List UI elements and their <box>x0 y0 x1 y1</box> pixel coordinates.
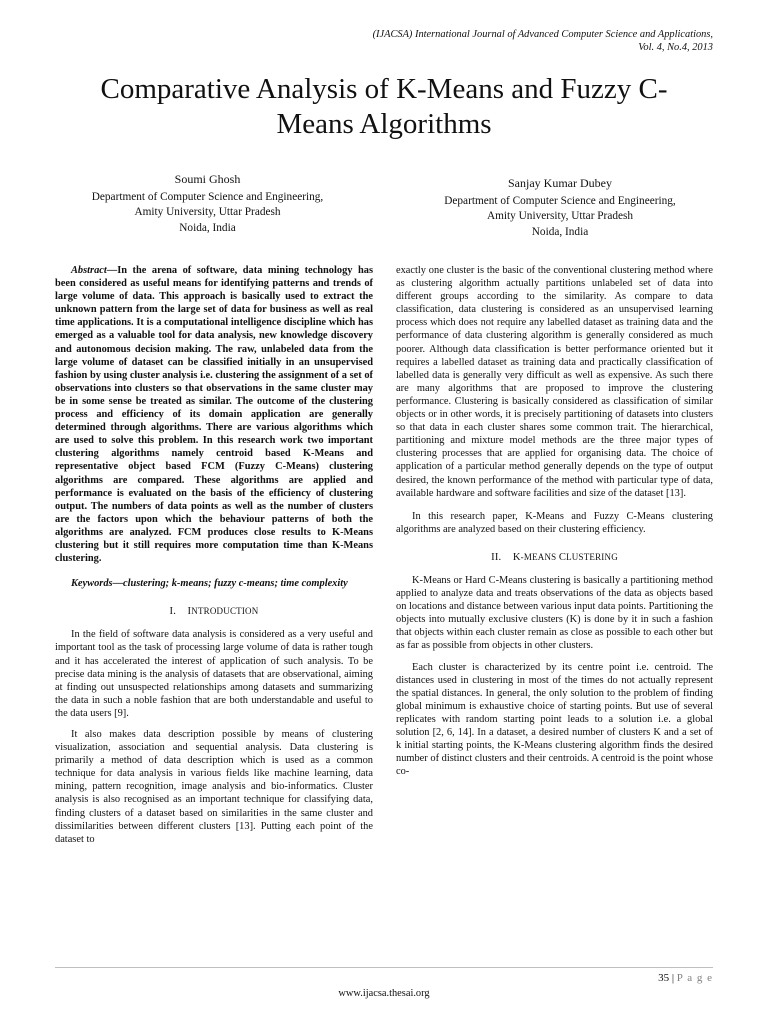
section-title-part: -MEANS <box>520 551 559 562</box>
journal-url: www.ijacsa.thesai.org <box>338 988 430 999</box>
author-block-2 <box>410 176 710 240</box>
section-heading-introduction <box>55 605 373 618</box>
section-initial-2: C <box>558 551 567 563</box>
paper-title-line-1: Comparative Analysis of K-Means and Fuzzy C- <box>100 73 668 105</box>
author-block-1 <box>60 172 355 236</box>
section-number: II. <box>491 551 502 563</box>
section-initial: I <box>187 606 192 618</box>
intro-continuation-paragraph: exactly one cluster is the basic of the conventional clustering method where as clustering algorithm actually partitions unlabeled set of data into different groups according to the similarity. As compare to data classification, data clustering is considered as an unsupervised learning process which does not require any labelled dataset as training data and the performance of data clustering algorithm is generally considered as much poorer. Although data classification is better performance oriented but it requires a labelled dataset as training data and practically classification of labelled data is generally very difficult as well as expensive. As such there are many algorithms that are proposed to improve the clustering performance. Clustering is basically considered as classification of similar objects or in other words, it is precisely partitioning of datasets into clusters so that data in each cluster shares some common trait. The hierarchical, partitioning and mixture model methods are the three major types of clustering processes that are applied for organising data. The choice of application of a particular method generally depends on the type of output desired, the known performance of the method with particular type of data, available hardware and software facilities and size of the dataset [13]. <box>396 265 713 499</box>
intro-paragraph-2: It also makes data description possible by means of clustering visualization, association and sequential analysis. Data clustering is primarily a method of data description which is used as a common technique for data analysis in various fields like machine learning, data mining, pattern recognition, image analysis and bio-informatics. Cluster analysis is also recognised as an important technique for classifying data, finding clusters of a dataset based on similarities in the same cluster and dissimilarities between different clusters [13]. Putting each point of the dataset to <box>55 729 373 845</box>
author-department: Department of Computer Science and Engineering, <box>91 190 324 203</box>
author-university: Amity University, Uttar Pradesh <box>486 210 634 222</box>
section-number: I. <box>169 606 177 618</box>
left-column <box>55 264 373 854</box>
keywords: Keywords—clustering; k-means; fuzzy c-means; time complexity <box>71 578 348 590</box>
journal-header <box>213 28 713 54</box>
paper-title-line-2: Means Algorithms <box>276 108 492 140</box>
author-name: Soumi Ghosh <box>174 172 241 186</box>
section-title: NTRODUCTION <box>191 606 259 617</box>
author-department: Department of Computer Science and Engineering, <box>444 194 676 207</box>
journal-volume: Vol. 4, No.4, 2013 <box>638 42 713 53</box>
page-word: P a g e <box>676 972 713 984</box>
section-initial: K <box>512 551 521 563</box>
intro-paragraph-3: In this research paper, K-Means and Fuzzy C-Means clustering algorithms are analyzed based on their clustering efficiency. <box>396 510 713 535</box>
page-number <box>658 972 713 984</box>
section-heading-kmeans <box>396 551 713 564</box>
intro-paragraph-1: In the field of software data analysis is considered as a very useful and important tool as the task of processing large volume of data is rather tough and it has accelerated the interest of application of such analysis. To be precise data mining is the analysis of datasets that are observational, aiming at finding out unsuspected relationships among datasets and summarizing the data in such a noble fashion that are both understandable and useful to the data users [9]. <box>55 629 373 719</box>
author-name: Sanjay Kumar Dubey <box>508 176 612 190</box>
footer-divider <box>55 967 713 968</box>
page-number-separator: | <box>669 972 677 984</box>
abstract <box>55 264 373 565</box>
page-number-value: 35 <box>658 972 670 984</box>
author-university: Amity University, Uttar Pradesh <box>134 206 281 218</box>
journal-name: (IJACSA) International Journal of Advanced Computer Science and Applications, <box>372 29 713 40</box>
section-title-part-2: LUSTERING <box>566 551 618 562</box>
abstract-label: Abstract <box>71 265 107 276</box>
right-column <box>396 264 713 786</box>
kmeans-paragraph-2: Each cluster is characterized by its centre point i.e. centroid. The distances used in clustering in most of the times do not actually represent the spatial distances. In general, the only solution to the problem of finding global minimum is exhaustive choice of starting points. But use of several replicates with random starting point leads to a solution i.e. a global solution [2, 6, 14]. In a dataset, a desired number of clusters K and a set of k initial starting points, the K-Means clustering algorithm finds the desired number of distinct clusters and their centroids. A centroid is the point whose co- <box>396 661 713 778</box>
kmeans-paragraph-1: K-Means or Hard C-Means clustering is basically a partitioning method applied to analyze data and treats observations of the data as objects based on locations and distance between various input data points. Partitioning the objects into mutually exclusive clusters (K) is done by it in such a fashion that objects within each cluster remain as close as possible to each other but as far as possible from objects in other clusters. <box>396 574 713 652</box>
author-city: Noida, India <box>179 221 236 234</box>
abstract-text: —In the arena of software, data mining technology has been considered as useful means for identifying patterns and trends of large volume of data. This approach is basically used to extract the unknown pattern from the large set of data for business as well as real time applications. It is a computational intelligence discipline which has emerged as a valuable tool for data analysis, new knowledge discovery and autonomous decision making. The raw, unlabeled data from the large volume of dataset can be classified initially in an unsupervised fashion by using cluster analysis i.e. clustering the assignment of a set of observations into clusters so that observations in the same cluster may be in some sense be treated as similar. The outcome of the clustering process and efficiency of its domain application are generally determined through algorithms. There are various algorithms which are used to solve this problem. In this research work two important clustering algorithms namely centroid based K-Means and representative object based FCM (Fuzzy C-Means) clustering algorithms are compared. These algorithms are applied and performance is evaluated on the basis of the efficiency of clustering output. The numbers of data points as well as the number of clusters are the factors upon which the behaviour patterns of both the algorithms are analyzed. FCM produces close results to K-Means clustering but it still requires more computation time than K-Means clustering. <box>55 265 373 565</box>
paper-title <box>60 72 708 142</box>
author-city: Noida, India <box>531 225 589 238</box>
